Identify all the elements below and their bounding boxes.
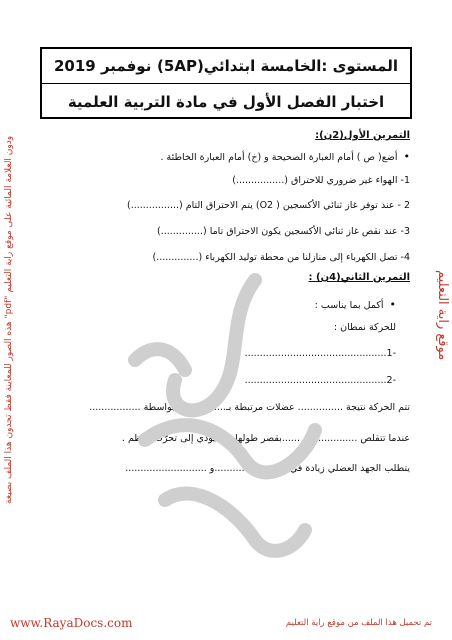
footer-download-note: تم تحميل هذا الملف من موقع راية التعليم (285, 618, 432, 628)
side-note-right: موقع راية التعليم (435, 269, 450, 361)
date-label: نوفمبر 2019 (54, 57, 152, 75)
exercise2-heading: التمرين الثاني(4ن) : (308, 272, 410, 283)
exercise2-line-3: يتطلب الجهد العضلي زيادة في ........................و ........................... (125, 463, 410, 474)
watermark-logo (105, 260, 345, 580)
exercise2-line-2: عندما تتقلص .................. ......بقصر طولها ممّا يؤدي إلى تحرّك العظم . (121, 433, 410, 444)
watermark-stroke-3 (165, 494, 305, 551)
level-label: المستوى :الخامسة ابتدائي(5AP) (157, 57, 398, 75)
header-title-row (42, 84, 410, 119)
exercise2-subtitle: للحركة نمطان : (333, 322, 396, 333)
footer-website[interactable]: www.RayaDocs.com (10, 616, 133, 630)
exam-header (40, 47, 412, 119)
exercise2-instruction: • أكمل بما يناسب : (315, 298, 396, 311)
watermark-stroke-4 (135, 349, 185, 370)
exam-title: اختبار الفصل الأول في مادة التربية العلمية (67, 92, 385, 111)
watermark-stroke-1 (173, 280, 255, 410)
exercise1-item-4: 4- تصل الكهرباء إلى منازلنا من محطة توليد الكهرباء (..............) (152, 252, 410, 263)
exercise1-item-3: 3- عند نقص غاز ثنائي الأكسجين يكون الاحتراق تاما (..............) (156, 226, 410, 237)
side-note-left: هذه الصور للمعاينة فقط تجدون هذا الملف بصيغة "pdf" ودون العلامة المائية على موقع راية التعليم (4, 135, 14, 505)
exercise2-line-1: تتم الحركة نتيجة ............... عضلات مرتبطة بـ................ بواسطة ................. (89, 402, 410, 413)
header-info-row (42, 49, 410, 84)
exercise1-instruction: • أضع( ص ) أمام العبارة الصحيحة و (خ) أمام العبارة الخاطئة . (160, 150, 410, 163)
exercise2-blank-2: -2............................................... (244, 375, 396, 386)
exercise1-item-1: 1- الهواء غير ضروري للاحتراق (................) (232, 175, 410, 186)
exercise2-blank-1: -1............................................... (244, 348, 396, 359)
exercise1-item-2: 2 - عند توفر غاز ثنائي الأكسجين ( O2) يتم الاحتراق التام (................) (126, 200, 410, 211)
exercise1-heading: التمرين الأول(2ن): (315, 130, 410, 141)
